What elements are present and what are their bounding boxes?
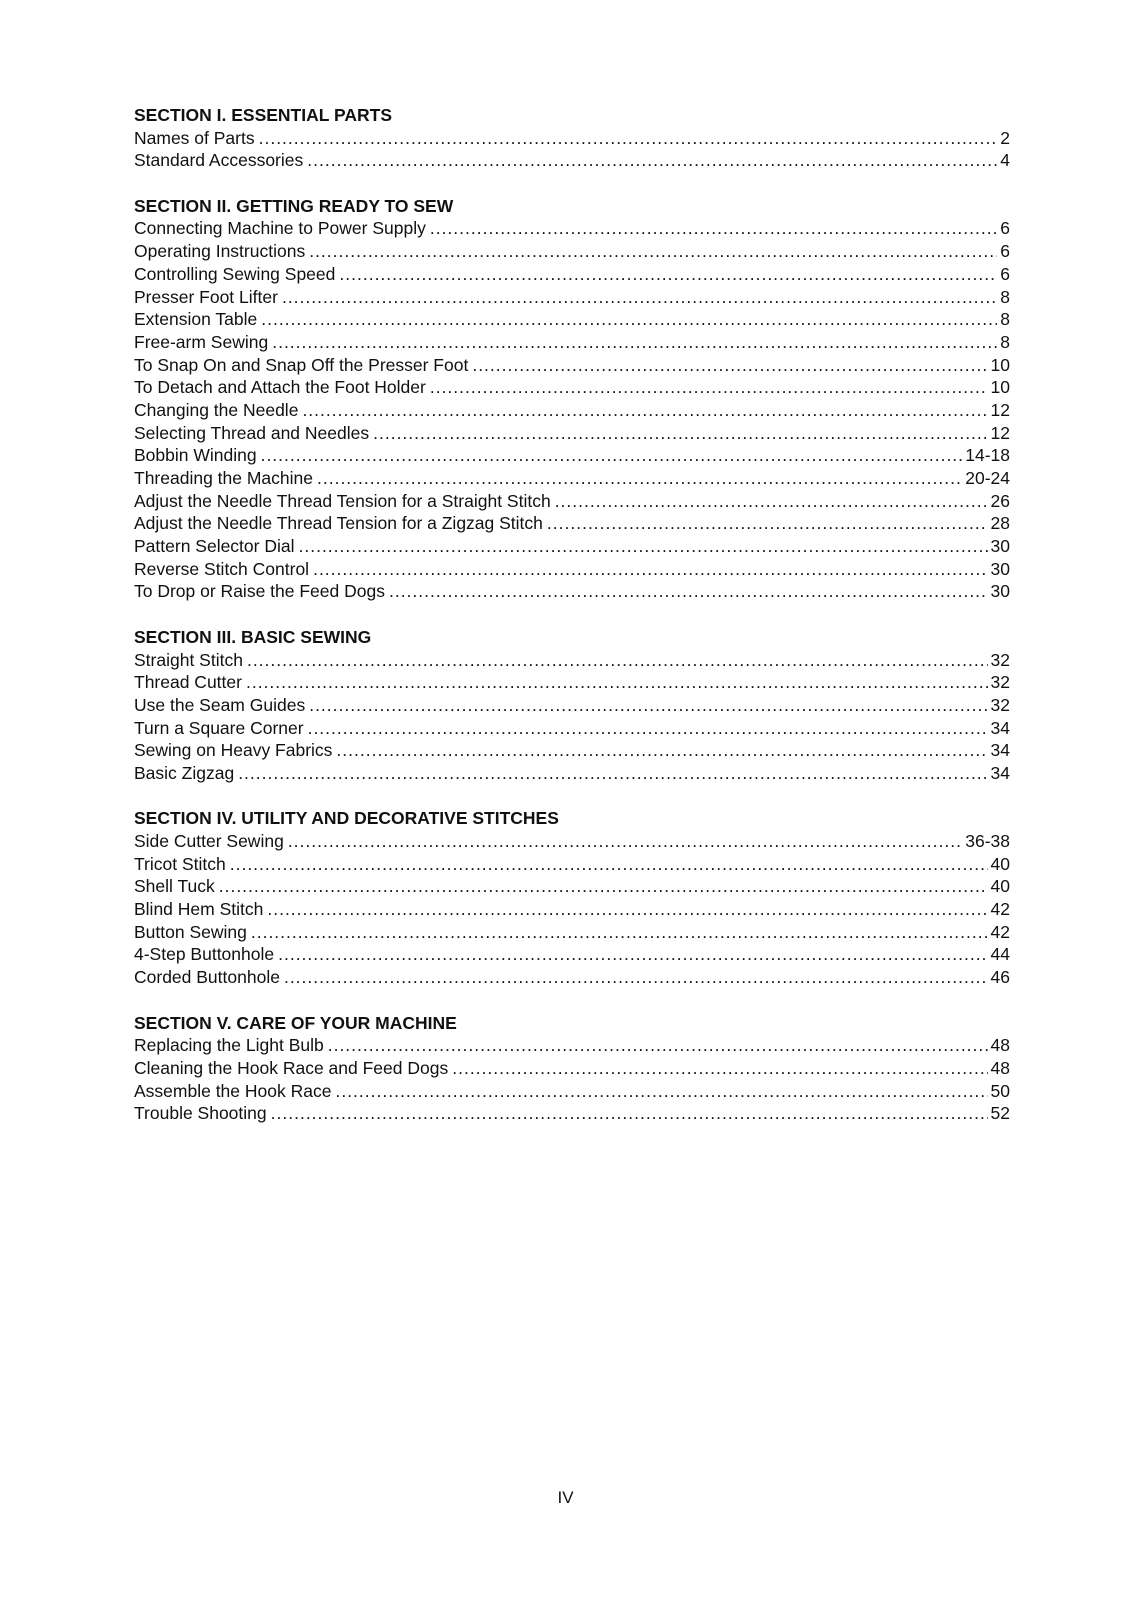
- toc-entry: [134, 512, 1010, 535]
- dot-leader: [317, 467, 962, 490]
- entry-title: To Snap On and Snap Off the Presser Foot: [134, 354, 469, 375]
- entry-page-number: 32: [990, 694, 1010, 715]
- dot-leader: [219, 875, 988, 898]
- entry-title: Adjust the Needle Thread Tension for a Straight Stitch: [134, 490, 551, 511]
- toc-entry: [134, 580, 1010, 603]
- dot-leader: [430, 217, 997, 240]
- table-of-contents: [134, 104, 1010, 1148]
- entry-title: Assemble the Hook Race: [134, 1080, 332, 1101]
- entry-page-number: 10: [990, 354, 1010, 375]
- toc-entry: [134, 1102, 1010, 1125]
- dot-leader: [472, 354, 987, 377]
- entry-page-number: 32: [990, 672, 1010, 693]
- toc-entry: [134, 127, 1010, 150]
- toc-entry: [134, 830, 1010, 853]
- entry-page-number: 42: [990, 899, 1010, 920]
- dot-leader: [261, 444, 963, 467]
- entry-page-number: 8: [1000, 331, 1010, 352]
- entry-title: Use the Seam Guides: [134, 694, 306, 715]
- entry-title: Reverse Stitch Control: [134, 558, 310, 579]
- section-title: SECTION I. ESSENTIAL PARTS: [134, 105, 392, 125]
- entry-page-number: 6: [1000, 241, 1010, 262]
- dot-leader: [555, 490, 988, 513]
- toc-entry: [134, 671, 1010, 694]
- dot-leader: [230, 853, 988, 876]
- toc-entry: [134, 422, 1010, 445]
- toc-entry: [134, 717, 1010, 740]
- entry-title: Sewing on Heavy Fabrics: [134, 740, 333, 761]
- toc-entry: [134, 1080, 1010, 1103]
- page-number: IV: [557, 1488, 574, 1507]
- entry-title: Operating Instructions: [134, 241, 306, 262]
- toc-entry: [134, 1057, 1010, 1080]
- entry-page-number: 36-38: [965, 831, 1010, 851]
- toc-entry: [134, 739, 1010, 762]
- entry-page-number: 10: [990, 377, 1010, 398]
- entry-title: Connecting Machine to Power Supply: [134, 218, 426, 239]
- toc-entry: [134, 649, 1010, 672]
- entry-title: Selecting Thread and Needles: [134, 422, 370, 443]
- toc-entry: [134, 263, 1010, 286]
- dot-leader: [246, 671, 988, 694]
- toc-entry: [134, 943, 1010, 966]
- dot-leader: [313, 558, 987, 581]
- toc-entry: [134, 149, 1010, 172]
- toc-entry: [134, 875, 1010, 898]
- toc-entry: [134, 762, 1010, 785]
- toc-entry: [134, 444, 1010, 467]
- entry-title: 4-Step Buttonhole: [134, 944, 275, 965]
- toc-entry: [134, 286, 1010, 309]
- entry-page-number: 44: [990, 944, 1010, 965]
- entry-page-number: 32: [990, 649, 1010, 670]
- entry-title: Turn a Square Corner: [134, 717, 304, 738]
- entry-page-number: 34: [990, 740, 1010, 761]
- entry-page-number: 40: [990, 853, 1010, 874]
- dot-leader: [339, 263, 997, 286]
- entry-page-number: 8: [1000, 286, 1010, 307]
- section-title: SECTION IV. UTILITY AND DECORATIVE STITCHES: [134, 808, 559, 829]
- entry-page-number: 30: [990, 558, 1010, 579]
- entry-page-number: 34: [990, 717, 1010, 738]
- toc-entry: [134, 1034, 1010, 1057]
- toc-entry: [134, 399, 1010, 422]
- entry-title: Free-arm Sewing: [134, 331, 269, 352]
- toc-entry: [134, 921, 1010, 944]
- dot-leader: [373, 422, 987, 445]
- dot-leader: [299, 535, 988, 558]
- entry-page-number: 30: [990, 536, 1010, 557]
- toc-entry: [134, 354, 1010, 377]
- dot-leader: [278, 943, 987, 966]
- section-title: SECTION V. CARE OF YOUR MACHINE: [134, 1012, 457, 1033]
- entry-page-number: 6: [1000, 263, 1010, 284]
- entry-title: Replacing the Light Bulb: [134, 1035, 324, 1056]
- dot-leader: [247, 649, 988, 672]
- entry-page-number: 28: [990, 513, 1010, 534]
- dot-leader: [452, 1057, 987, 1080]
- entry-title: Thread Cutter: [134, 672, 242, 693]
- dot-leader: [271, 1102, 988, 1125]
- entry-title: To Detach and Attach the Foot Holder: [134, 377, 426, 398]
- section-title: SECTION II. GETTING READY TO SEW: [134, 195, 454, 216]
- toc-entry: [134, 308, 1010, 331]
- entry-page-number: 30: [990, 581, 1010, 602]
- toc-entry: [134, 376, 1010, 399]
- toc-entry: [134, 490, 1010, 513]
- entry-page-number: 48: [990, 1057, 1010, 1078]
- dot-leader: [238, 762, 987, 785]
- dot-leader: [335, 1080, 987, 1103]
- entry-page-number: 12: [990, 399, 1010, 420]
- entry-page-number: 2: [1000, 127, 1010, 148]
- toc-entry: [134, 217, 1010, 240]
- entry-page-number: 50: [990, 1080, 1010, 1101]
- entry-title: Extension Table: [134, 309, 258, 330]
- toc-entry: [134, 898, 1010, 921]
- entry-title: Changing the Needle: [134, 399, 299, 420]
- entry-page-number: 14-18: [965, 445, 1010, 466]
- dot-leader: [284, 966, 988, 989]
- dot-leader: [328, 1034, 988, 1057]
- toc-section: [134, 1012, 1010, 1125]
- entry-title: Bobbin Winding: [134, 445, 257, 466]
- entry-title: Shell Tuck: [134, 876, 215, 897]
- entry-page-number: 52: [990, 1103, 1010, 1124]
- toc-entry: [134, 694, 1010, 717]
- entry-page-number: 40: [990, 876, 1010, 897]
- entry-page-number: 26: [990, 490, 1010, 511]
- dot-leader: [308, 717, 988, 740]
- dot-leader: [547, 512, 988, 535]
- entry-page-number: 6: [1000, 218, 1010, 239]
- entry-title: Adjust the Needle Thread Tension for a Zigzag Stitch: [134, 513, 543, 534]
- dot-leader: [309, 240, 997, 263]
- dot-leader: [309, 694, 987, 717]
- toc-section: [134, 104, 1010, 172]
- dot-leader: [267, 898, 987, 921]
- toc-entry: [134, 966, 1010, 989]
- toc-section: [134, 195, 1010, 603]
- entry-title: Cleaning the Hook Race and Feed Dogs: [134, 1057, 449, 1078]
- entry-page-number: 20-24: [965, 468, 1010, 488]
- entry-page-number: 46: [990, 967, 1010, 988]
- dot-leader: [430, 376, 988, 399]
- entry-title: Threading the Machine: [134, 468, 313, 488]
- entry-title: To Drop or Raise the Feed Dogs: [134, 581, 385, 602]
- toc-entry: [134, 240, 1010, 263]
- entry-title: Button Sewing: [134, 921, 247, 942]
- entry-title: Controlling Sewing Speed: [134, 263, 336, 284]
- entry-title: Pattern Selector Dial: [134, 536, 295, 557]
- toc-entry: [134, 558, 1010, 581]
- toc-entry: [134, 853, 1010, 876]
- entry-title: Standard Accessories: [134, 150, 304, 171]
- dot-leader: [302, 399, 987, 422]
- entry-title: Trouble Shooting: [134, 1103, 267, 1124]
- entry-page-number: 8: [1000, 309, 1010, 330]
- toc-section: [134, 626, 1010, 785]
- entry-title: Straight Stitch: [134, 649, 243, 670]
- section-title: SECTION III. BASIC SEWING: [134, 626, 372, 647]
- entry-title: Basic Zigzag: [134, 762, 235, 783]
- entry-page-number: 12: [990, 422, 1010, 443]
- toc-entry: [134, 467, 1010, 490]
- dot-leader: [389, 580, 988, 603]
- entry-page-number: 4: [1000, 150, 1010, 171]
- dot-leader: [261, 308, 997, 331]
- dot-leader: [336, 739, 987, 762]
- dot-leader: [272, 331, 997, 354]
- entry-page-number: 34: [990, 762, 1010, 783]
- entry-page-number: 42: [990, 921, 1010, 942]
- entry-page-number: 48: [990, 1035, 1010, 1056]
- entry-title: Blind Hem Stitch: [134, 899, 264, 920]
- dot-leader: [251, 921, 988, 944]
- toc-entry: [134, 331, 1010, 354]
- toc-section: [134, 807, 1010, 989]
- dot-leader: [282, 286, 997, 309]
- entry-title: Side Cutter Sewing: [134, 831, 284, 851]
- entry-title: Tricot Stitch: [134, 853, 226, 874]
- dot-leader: [259, 127, 998, 150]
- toc-entry: [134, 535, 1010, 558]
- entry-title: Presser Foot Lifter: [134, 286, 278, 307]
- entry-title: Corded Buttonhole: [134, 967, 280, 988]
- dot-leader: [307, 149, 997, 172]
- dot-leader: [288, 830, 962, 853]
- entry-title: Names of Parts: [134, 127, 255, 148]
